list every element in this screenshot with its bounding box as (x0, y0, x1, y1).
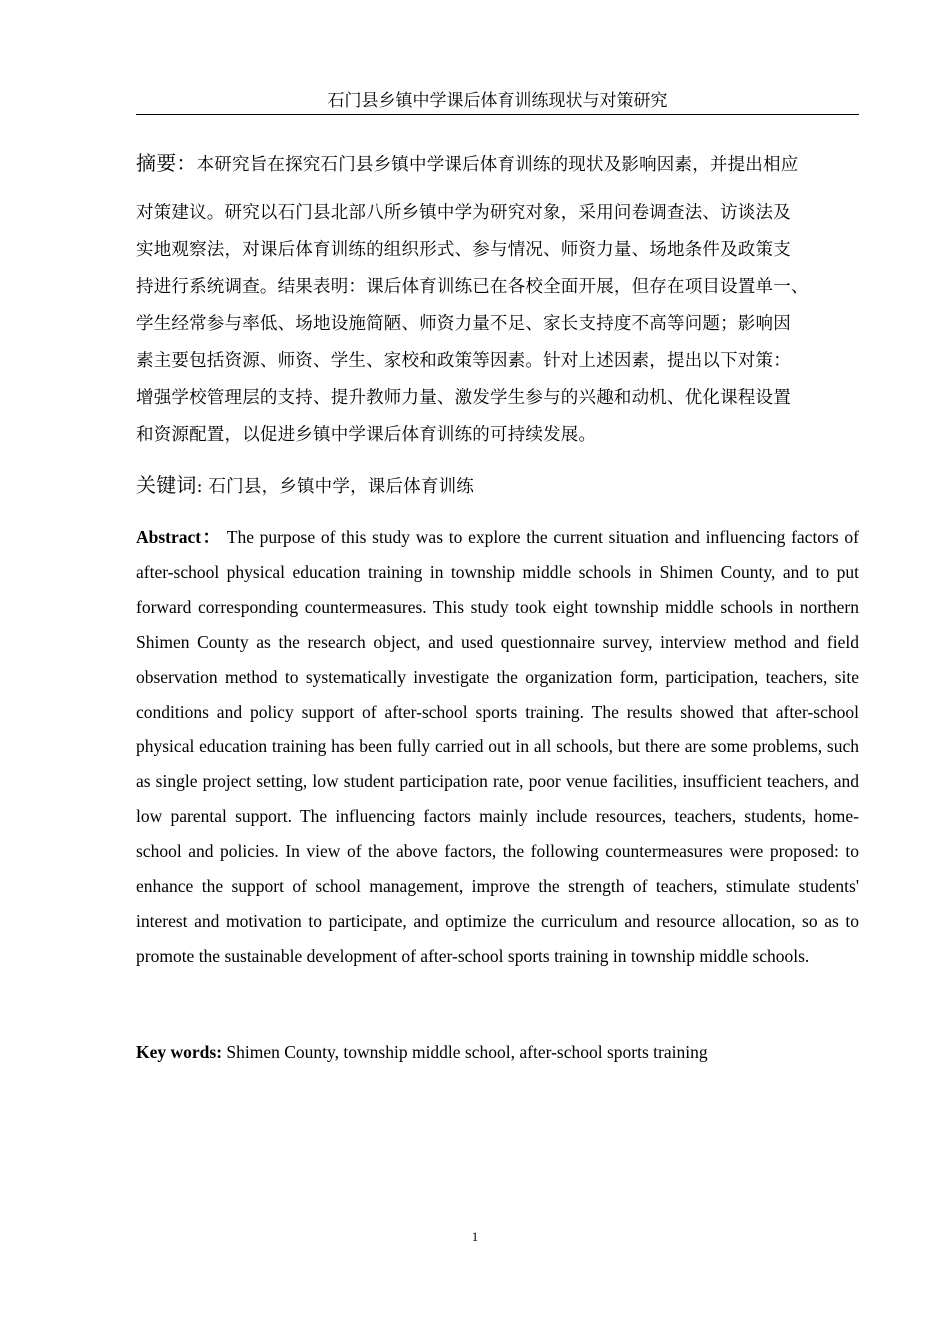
page-number: 1 (471, 1229, 479, 1244)
abstract-en-label: Abstract： (136, 527, 222, 547)
keywords-en-text: Shimen County, township middle school, after-school sports training (222, 1042, 708, 1062)
abstract-cn-line: 增强学校管理层的支持、提升教师力量、激发学生参与的兴趣和动机、优化课程设置 (136, 388, 791, 408)
abstract-cn-text: 本研究旨在探究石门县乡镇中学课后体育训练的现状及影响因素，并提出相应 (196, 155, 799, 175)
keywords-cn (136, 474, 474, 498)
abstract-cn-line: 持进行系统调查。结果表明：课后体育训练已在各校全面开展，但存在项目设置单一、 (136, 277, 809, 297)
abstract-cn-line: 和资源配置，以促进乡镇中学课后体育训练的可持续发展。 (136, 425, 597, 445)
running-header-title: 石门县乡镇中学课后体育训练现状与对策研究 (327, 91, 668, 111)
abstract-cn-line: 素主要包括资源、师资、学生、家校和政策等因素。针对上述因素，提出以下对策： (136, 351, 791, 371)
abstract-cn-line: 实地观察法，对课后体育训练的组织形式、参与情况、师资力量、场地条件及政策支 (136, 240, 791, 260)
abstract-cn-line (136, 152, 798, 176)
keywords-en (136, 1040, 859, 1064)
keywords-en-label: Key words: (136, 1042, 223, 1062)
abstract-cn-line: 对策建议。研究以石门县北部八所乡镇中学为研究对象，采用问卷调查法、访谈法及 (136, 203, 791, 223)
keywords-cn-text: : 石门县，乡镇中学，课后体育训练 (196, 477, 474, 497)
abstract-cn-label: 摘要： (136, 151, 197, 175)
abstract-en (136, 520, 859, 974)
running-header (136, 90, 859, 115)
abstract-en-text: The purpose of this study was to explore the current situation and influencing factors of after-school physical education training in township middle schools in Shimen County, and to put forward corresponding countermeasures. This study took eight township middle schools in northern Shimen County as the research object, and used questionnaire survey, interview method and field observation method to systematically investigate the organization form, participation, teachers, site conditions and policy support of after-school sports training. The results showed that after-school physical education training has been fully carried out in all schools, but there are some problems, such as single project setting, low student participation rate, poor venue facilities, insufficient teachers, and low parental support. The influencing factors mainly include resources, teachers, students, home-school and policies. In view of the above factors, the following countermeasures were proposed: to enhance the support of school management, improve the strength of teachers, stimulate students' interest and motivation to participate, and optimize the curriculum and resource allocation, so as to promote the sustainable development of after-school sports training in township middle schools. (136, 527, 860, 966)
abstract-cn-line: 学生经常参与率低、场地设施简陋、师资力量不足、家长支持度不高等问题；影响因 (136, 314, 791, 334)
keywords-cn-label: 关键词 (136, 473, 197, 497)
